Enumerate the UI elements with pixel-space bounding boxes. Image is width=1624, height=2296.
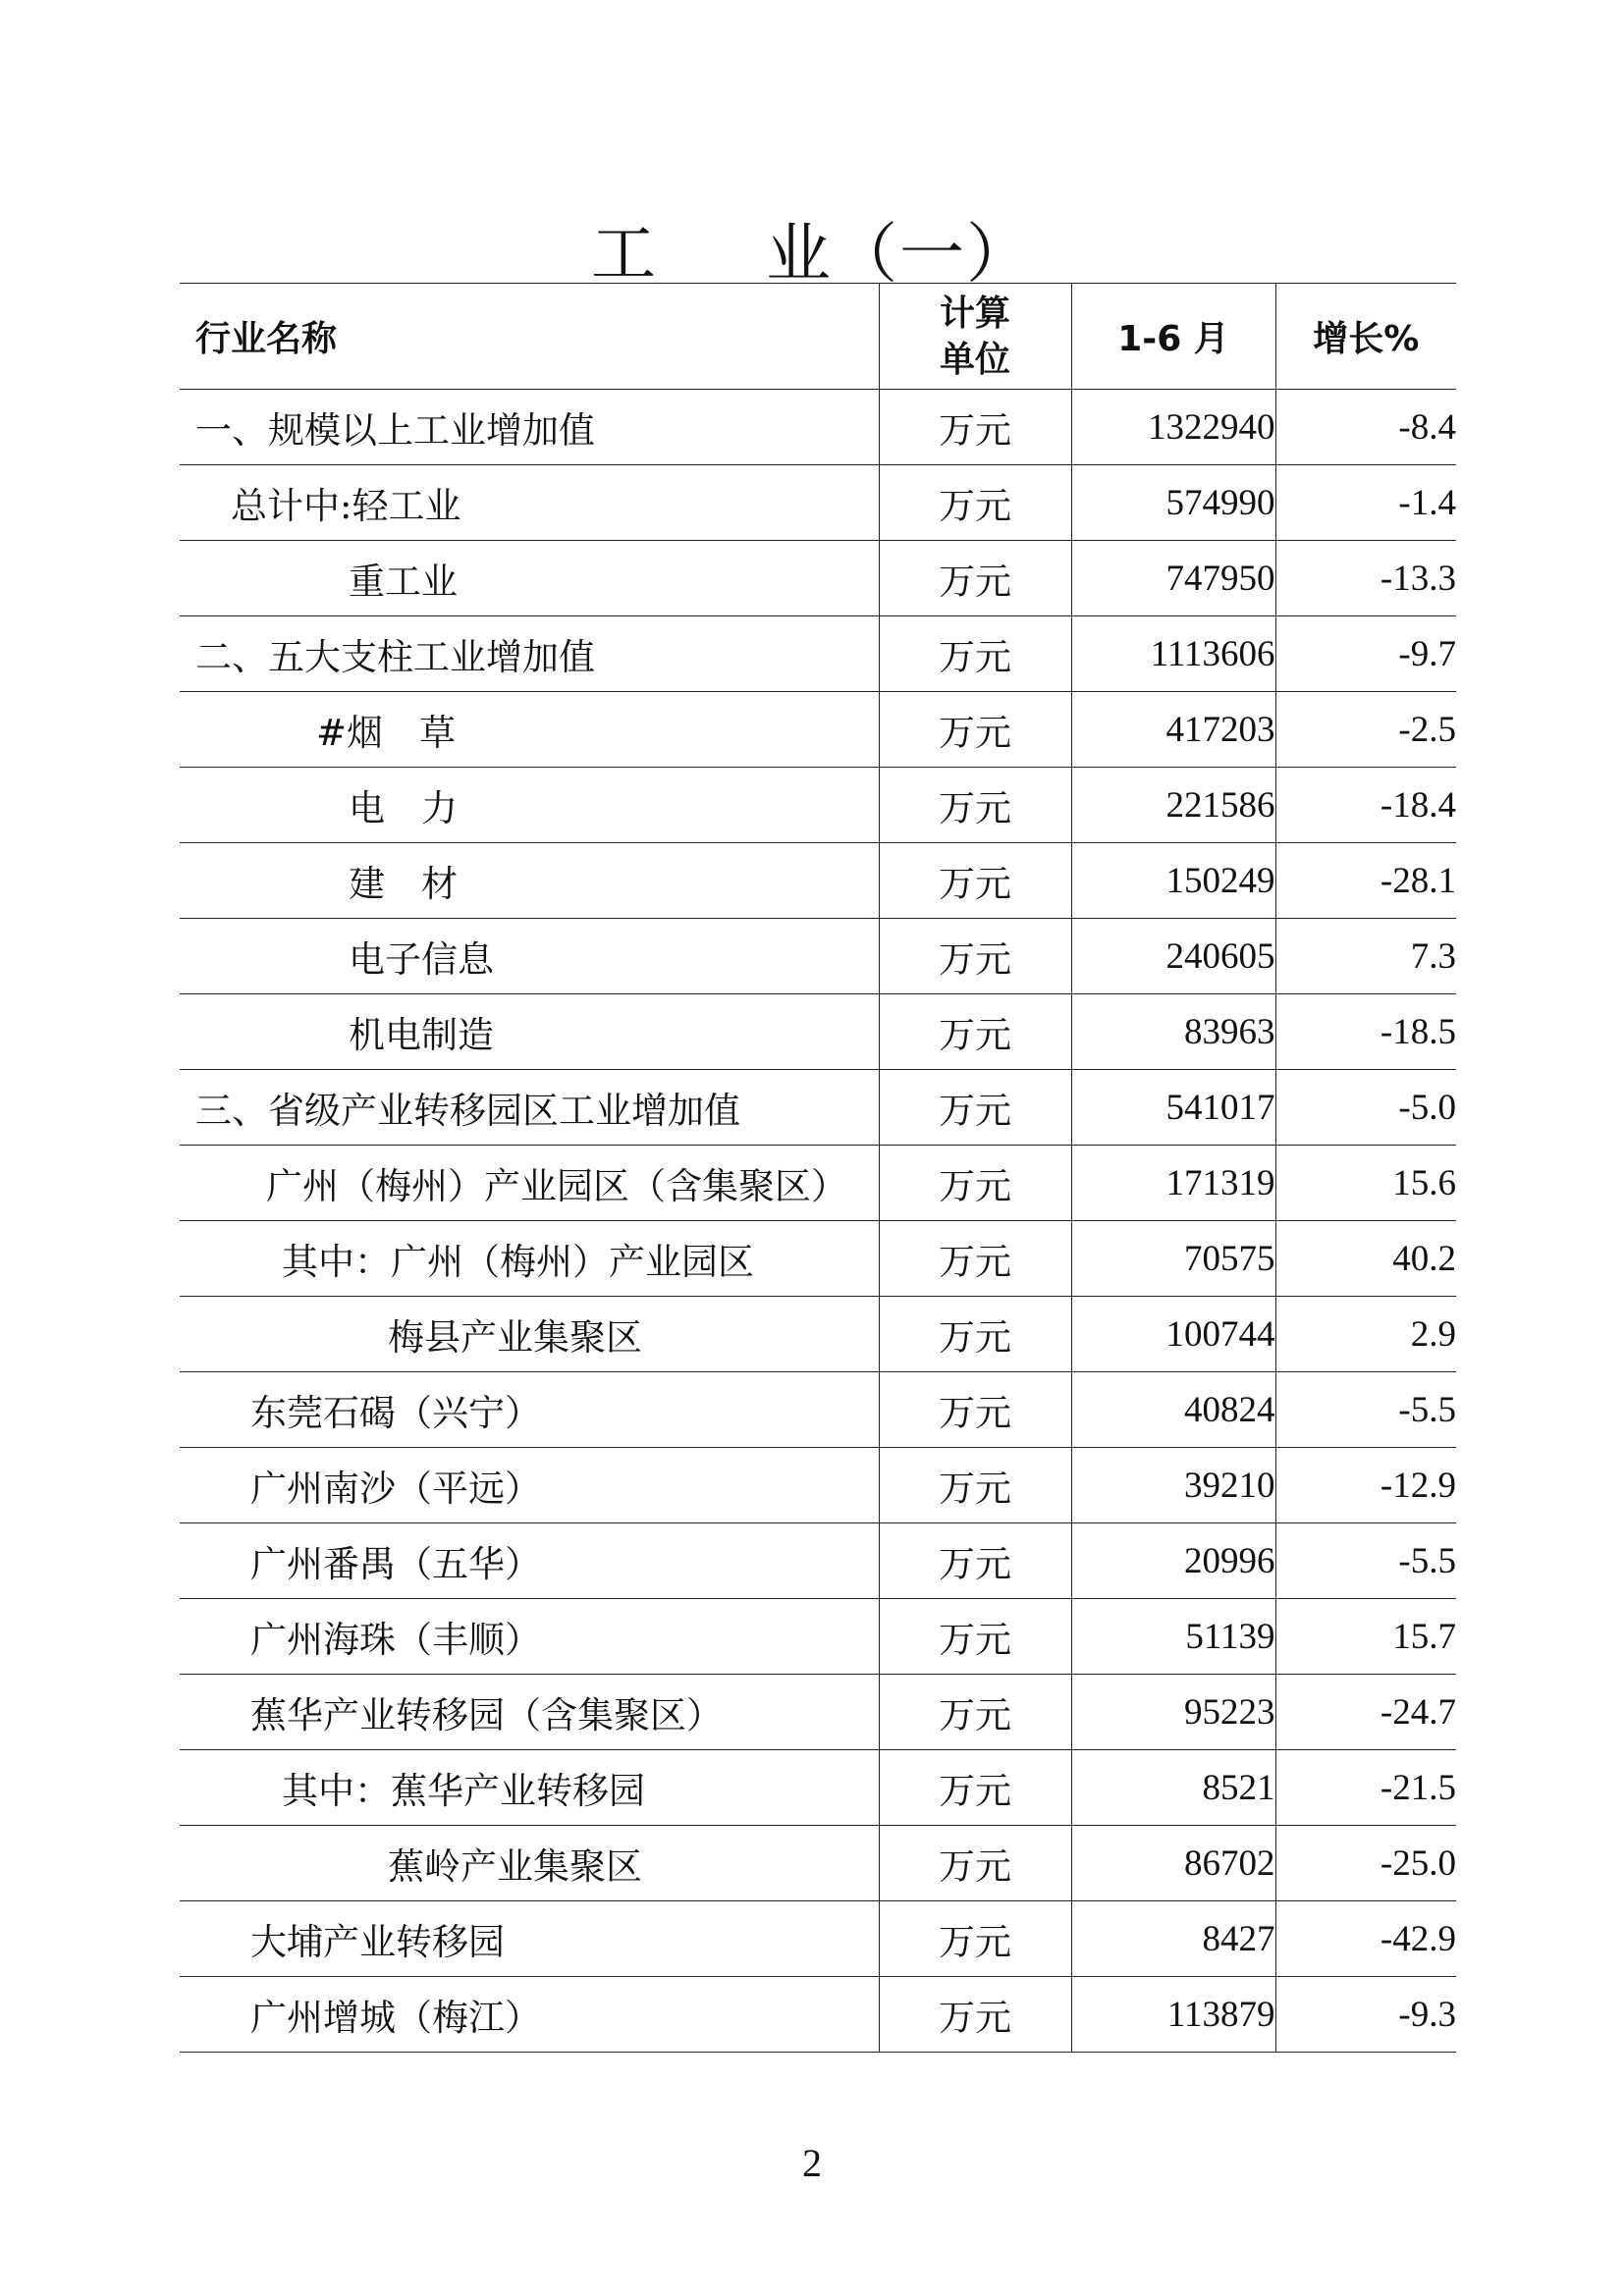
table-row	[180, 843, 1456, 919]
row-industry-name: 总计中:轻工业	[180, 465, 879, 541]
row-value: 70575	[1071, 1221, 1275, 1297]
header-industry-name: 行业名称	[180, 284, 879, 390]
row-value: 8521	[1071, 1750, 1275, 1826]
row-industry-name: 二、五大支柱工业增加值	[180, 616, 879, 692]
row-growth: -21.5	[1275, 1750, 1456, 1826]
table-row	[180, 390, 1456, 465]
row-unit: 万元	[879, 768, 1071, 843]
row-unit: 万元	[879, 1599, 1071, 1675]
row-value: 150249	[1071, 843, 1275, 919]
row-growth: -5.5	[1275, 1372, 1456, 1448]
row-industry-name: 其中：广州（梅州）产业园区	[180, 1221, 879, 1297]
table-row	[180, 541, 1456, 616]
row-growth: -1.4	[1275, 465, 1456, 541]
row-growth: -42.9	[1275, 1901, 1456, 1977]
table-row	[180, 1523, 1456, 1599]
row-industry-name: 机电制造	[180, 994, 879, 1070]
row-growth: -9.3	[1275, 1977, 1456, 2053]
table-row	[180, 994, 1456, 1070]
row-industry-name: 广州增城（梅江）	[180, 1977, 879, 2053]
row-industry-name: 电子信息	[180, 919, 879, 994]
row-unit: 万元	[879, 616, 1071, 692]
row-growth: -18.4	[1275, 768, 1456, 843]
row-growth: -8.4	[1275, 390, 1456, 465]
row-industry-name: 重工业	[180, 541, 879, 616]
page-title	[0, 201, 1624, 294]
row-unit: 万元	[879, 1146, 1071, 1221]
row-value: 1322940	[1071, 390, 1275, 465]
table-row	[180, 1372, 1456, 1448]
row-industry-name: 广州海珠（丰顺）	[180, 1599, 879, 1675]
table-row	[180, 1221, 1456, 1297]
table-row	[180, 768, 1456, 843]
row-growth: -2.5	[1275, 692, 1456, 768]
row-industry-name: 大埔产业转移园	[180, 1901, 879, 1977]
row-growth: 15.6	[1275, 1146, 1456, 1221]
row-value: 171319	[1071, 1146, 1275, 1221]
row-industry-name: 三、省级产业转移园区工业增加值	[180, 1070, 879, 1146]
header-period: 1-6 月	[1071, 284, 1275, 390]
row-unit: 万元	[879, 1297, 1071, 1372]
page-title-part1: 工	[591, 216, 658, 292]
row-growth: -24.7	[1275, 1675, 1456, 1750]
row-value: 747950	[1071, 541, 1275, 616]
row-value: 113879	[1071, 1977, 1275, 2053]
table-row	[180, 1977, 1456, 2053]
header-unit-line1: 计算	[939, 293, 1010, 334]
table-header-row	[180, 284, 1456, 390]
row-unit: 万元	[879, 541, 1071, 616]
row-industry-name: 建 材	[180, 843, 879, 919]
header-unit-line2: 单位	[939, 339, 1010, 380]
row-industry-name: 其中：蕉华产业转移园	[180, 1750, 879, 1826]
row-value: 8427	[1071, 1901, 1275, 1977]
row-growth: 15.7	[1275, 1599, 1456, 1675]
table-row	[180, 1599, 1456, 1675]
row-growth: 7.3	[1275, 919, 1456, 994]
table-row	[180, 616, 1456, 692]
page-number: 2	[802, 2141, 822, 2185]
row-industry-name: 广州番禺（五华）	[180, 1523, 879, 1599]
row-value: 40824	[1071, 1372, 1275, 1448]
row-unit: 万元	[879, 1826, 1071, 1901]
row-unit: 万元	[879, 1372, 1071, 1448]
row-growth: -28.1	[1275, 843, 1456, 919]
table-row	[180, 692, 1456, 768]
table-row	[180, 1901, 1456, 1977]
row-value: 39210	[1071, 1448, 1275, 1523]
row-growth: 40.2	[1275, 1221, 1456, 1297]
row-growth: -25.0	[1275, 1826, 1456, 1901]
row-industry-name: #烟 草	[180, 692, 879, 768]
table-row	[180, 919, 1456, 994]
row-growth: -9.7	[1275, 616, 1456, 692]
row-value: 86702	[1071, 1826, 1275, 1901]
row-value: 417203	[1071, 692, 1275, 768]
row-unit: 万元	[879, 1675, 1071, 1750]
row-unit: 万元	[879, 994, 1071, 1070]
row-unit: 万元	[879, 919, 1071, 994]
row-unit: 万元	[879, 390, 1071, 465]
row-value: 20996	[1071, 1523, 1275, 1599]
row-unit: 万元	[879, 1977, 1071, 2053]
header-unit	[879, 284, 1071, 390]
row-growth: -12.9	[1275, 1448, 1456, 1523]
page-title-part2: 业（一）	[766, 216, 1033, 292]
row-value: 541017	[1071, 1070, 1275, 1146]
row-unit: 万元	[879, 843, 1071, 919]
row-unit: 万元	[879, 1523, 1071, 1599]
table-row	[180, 1675, 1456, 1750]
row-value: 221586	[1071, 768, 1275, 843]
header-growth: 增长%	[1275, 284, 1456, 390]
table-body	[180, 390, 1456, 2053]
table-row	[180, 1070, 1456, 1146]
industry-statistics-table	[180, 283, 1456, 2053]
row-unit: 万元	[879, 1750, 1071, 1826]
row-industry-name: 广州南沙（平远）	[180, 1448, 879, 1523]
row-industry-name: 电 力	[180, 768, 879, 843]
table-row	[180, 1750, 1456, 1826]
row-value: 240605	[1071, 919, 1275, 994]
row-industry-name: 一、规模以上工业增加值	[180, 390, 879, 465]
row-growth: -13.3	[1275, 541, 1456, 616]
row-value: 574990	[1071, 465, 1275, 541]
row-growth: -18.5	[1275, 994, 1456, 1070]
table-row	[180, 1146, 1456, 1221]
row-unit: 万元	[879, 1901, 1071, 1977]
row-unit: 万元	[879, 1448, 1071, 1523]
row-industry-name: 蕉华产业转移园（含集聚区）	[180, 1675, 879, 1750]
row-unit: 万元	[879, 465, 1071, 541]
row-industry-name: 梅县产业集聚区	[180, 1297, 879, 1372]
row-growth: -5.0	[1275, 1070, 1456, 1146]
row-value: 100744	[1071, 1297, 1275, 1372]
row-unit: 万元	[879, 1221, 1071, 1297]
row-value: 1113606	[1071, 616, 1275, 692]
row-industry-name: 东莞石碣（兴宁）	[180, 1372, 879, 1448]
table-row	[180, 1297, 1456, 1372]
row-value: 83963	[1071, 994, 1275, 1070]
table-row	[180, 1448, 1456, 1523]
row-value: 51139	[1071, 1599, 1275, 1675]
row-industry-name: 广州（梅州）产业园区（含集聚区）	[180, 1146, 879, 1221]
row-unit: 万元	[879, 692, 1071, 768]
row-growth: 2.9	[1275, 1297, 1456, 1372]
row-growth: -5.5	[1275, 1523, 1456, 1599]
row-unit: 万元	[879, 1070, 1071, 1146]
row-industry-name: 蕉岭产业集聚区	[180, 1826, 879, 1901]
table-row	[180, 465, 1456, 541]
table-row	[180, 1826, 1456, 1901]
row-value: 95223	[1071, 1675, 1275, 1750]
